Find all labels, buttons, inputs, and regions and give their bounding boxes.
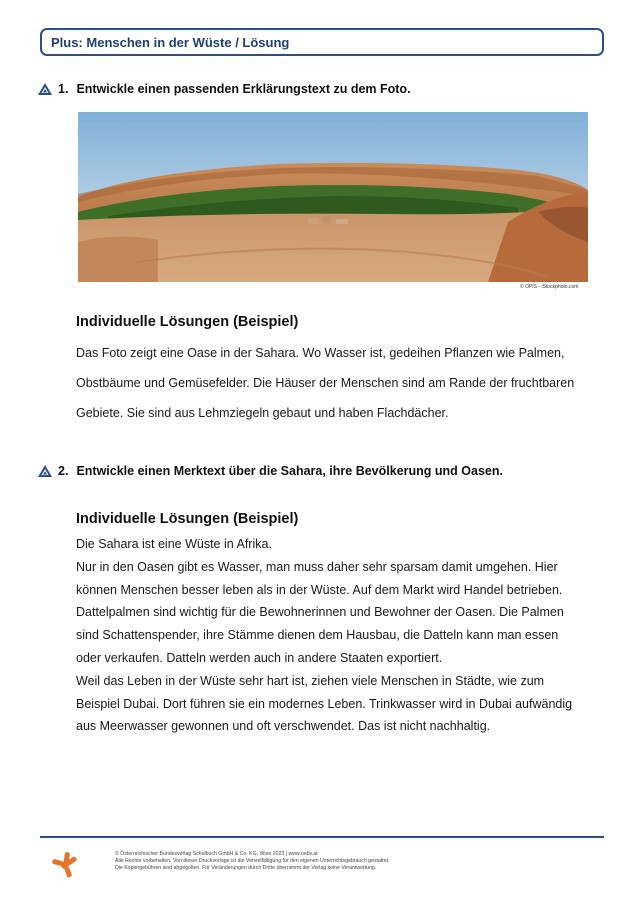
oasis-photo <box>78 112 588 282</box>
text-line: Dattelpalmen sind wichtig für die Bewohnerinnen und Bewohner der Oasen. Die Palmen <box>76 605 564 620</box>
text-line: Weil das Leben in der Wüste sehr hart ist, ziehen viele Menschen in Städte, wie zum <box>76 673 545 688</box>
text-line: Nur in den Oasen gibt es Wasser, man muss daher sehr sparsam damit umgehen. Hier <box>76 559 558 574</box>
footer-line: © Österreichischer Bundesverlag Schulbuch GmbH & Co. KG, Wien 2023 | www.oebv.at <box>115 851 318 857</box>
page-title: Plus: Menschen in der Wüste / Lösung <box>51 35 290 50</box>
text-line: können Menschen besser leben als in der Wüste. Auf dem Markt wird Handel betrieben. <box>76 582 563 597</box>
level-triangle-icon <box>38 465 52 477</box>
footer-copyright <box>115 851 390 872</box>
solution-heading: Individuelle Lösungen (Beispiel) <box>76 314 299 330</box>
level-triangle-icon <box>38 83 52 95</box>
publisher-logo-icon <box>50 850 80 880</box>
text-line: Obstbäume und Gemüsefelder. Die Häuser der Menschen sind am Rande der fruchtbaren <box>76 376 575 390</box>
solution-heading: Individuelle Lösungen (Beispiel) <box>76 511 299 527</box>
text-line: Beispiel Dubai. Dort führen sie ein modernes Leben. Trinkwasser wird in Dubai aufwändig <box>76 696 573 711</box>
footer-divider <box>40 836 604 838</box>
text-line: oder verkaufen. Datteln werden auch in andere Staaten exportiert. <box>76 650 443 665</box>
text-line: Die Sahara ist eine Wüste in Afrika. <box>76 537 272 551</box>
footer-line: Die Kopiergebühren sind abgegolten. Für Veränderungen durch Dritte übernimmt der Verlag keine Verantwortung. <box>115 865 377 871</box>
text-line: Gebiete. Sie sind aus Lehmziegeln gebaut und haben Flachdächer. <box>76 406 449 420</box>
text-line: sind Schattenspender, ihre Stämme dienen dem Hausbau, die Datteln kann man essen <box>76 628 559 643</box>
photo-credit: © OPIS - iStockphoto.com <box>520 284 579 290</box>
header-box <box>40 28 604 56</box>
task-prompt: Entwickle einen Merktext über die Sahara, ihre Bevölkerung und Oasen. <box>76 464 503 478</box>
task-2-prompt <box>38 464 503 478</box>
task-1-prompt <box>38 82 411 96</box>
footer-line: Alle Rechte vorbehalten. Von dieser Druckvorlage ist die Vervielfältigung für den eigenen Unterrichtsgebrauch gestattet. <box>115 858 390 864</box>
solution-text-2 <box>76 533 596 738</box>
task-number: 2. <box>58 464 69 478</box>
text-line: Das Foto zeigt eine Oase in der Sahara. Wo Wasser ist, gedeihen Pflanzen wie Palmen, <box>76 346 565 360</box>
task-number: 1. <box>58 82 69 96</box>
text-line: aus Meerwasser gewonnen und oft verschwendet. Das ist nicht nachhaltig. <box>76 719 491 734</box>
task-prompt: Entwickle einen passenden Erklärungstext zu dem Foto. <box>76 82 411 96</box>
solution-text-1 <box>76 338 596 428</box>
